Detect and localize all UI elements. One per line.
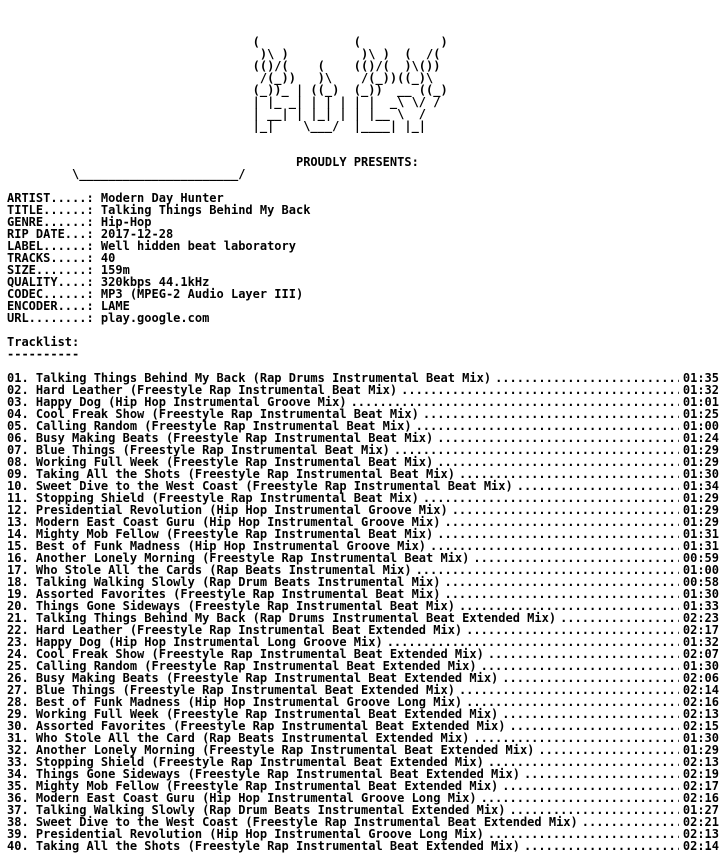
track-duration: 01:30 (682, 587, 719, 601)
track-duration: 01:30 (682, 731, 719, 745)
presents-line: PROUDLY PRESENTS: (7, 155, 419, 169)
track-duration: 00:59 (682, 551, 719, 565)
track-title: 12. Presidential Revolution (Hip Hop Instrumental Groove Mix) (7, 503, 448, 517)
track-title: 11. Stopping Shield (Freestyle Rap Instrumental Beat Mix) (7, 491, 419, 505)
track-duration: 02:17 (682, 623, 719, 637)
dot-leader (538, 744, 678, 756)
dot-leader (517, 480, 679, 492)
track-title: 40. Taking All the Shots (Freestyle Rap Instrumental Beat Extended Mix) (7, 839, 520, 853)
dot-leader (466, 696, 679, 708)
track-title: 30. Assorted Favorites (Freestyle Rap Instrumental Beat Extended Mix) (7, 719, 506, 733)
dot-leader (560, 612, 679, 624)
info-artist: ARTIST.....: Modern Day Hunter (7, 191, 224, 205)
track-title: 39. Presidential Revolution (Hip Hop Instrumental Groove Long Mix) (7, 827, 484, 841)
track-duration: 02:16 (682, 695, 719, 709)
track-title: 02. Hard Leather (Freestyle Rap Instrumental Beat Mix) (7, 383, 398, 397)
track-duration: 01:30 (682, 659, 719, 673)
info-genre: GENRE......: Hip-Hop (7, 215, 152, 229)
track-title: 32. Another Lonely Morning (Freestyle Rap Instrumental Beat Extended Mix) (7, 743, 535, 757)
track-duration: 02:14 (682, 839, 719, 853)
dot-leader (502, 672, 679, 684)
track-title: 20. Things Gone Sideways (Freestyle Rap Instrumental Beat Mix) (7, 599, 455, 613)
track-title: 05. Calling Random (Freestyle Rap Instrumental Beat Mix) (7, 419, 412, 433)
dot-leader (416, 420, 679, 432)
track-duration: 01:31 (682, 527, 719, 541)
track-duration: 01:29 (682, 503, 719, 517)
info-title: TITLE......: Talking Things Behind My Back (7, 203, 311, 217)
info-quality: QUALITY....: 320kbps 44.1kHz (7, 275, 210, 289)
dot-leader (452, 504, 679, 516)
track-title: 29. Working Full Week (Freestyle Rap Instrumental Beat Extended Mix) (7, 707, 499, 721)
track-title: 10. Sweet Dive to the West Coast (Freestyle Rap Instrumental Beat Mix) (7, 479, 513, 493)
track-title: 38. Sweet Dive to the West Coast (Freestyle Rap Instrumental Beat Extended Mix) (7, 815, 578, 829)
track-title: 18. Talking Walking Slowly (Rap Drum Beats Instrumental Mix) (7, 575, 441, 589)
track-title: 14. Mighty Mob Fellow (Freestyle Rap Instrumental Beat Mix) (7, 527, 434, 541)
dot-leader (502, 708, 679, 720)
track-duration: 01:00 (682, 419, 719, 433)
track-duration: 01:33 (682, 599, 719, 613)
track-title: 36. Modern East Coast Guru (Hip Hop Instrumental Groove Long Mix) (7, 791, 477, 805)
track-title: 21. Talking Things Behind My Back (Rap Drums Instrumental Beat Extended Mix) (7, 611, 557, 625)
track-duration: 01:35 (682, 371, 719, 385)
track-duration: 01:24 (682, 431, 719, 445)
track-title: 37. Talking Walking Slowly (Rap Drum Beats Instrumental Extended Mix) (7, 803, 506, 817)
track-duration: 01:31 (682, 539, 719, 553)
dot-leader (416, 564, 679, 576)
track-title: 15. Best of Funk Madness (Hip Hop Instrumental Groove Mix) (7, 539, 427, 553)
track-duration: 00:58 (682, 575, 719, 589)
track-duration: 01:30 (682, 467, 719, 481)
dot-leader (510, 720, 679, 732)
track-title: 27. Blue Things (Freestyle Rap Instrumental Beat Extended Mix) (7, 683, 455, 697)
info-label: LABEL......: Well hidden beat laboratory (7, 239, 296, 253)
info-codec: CODEC......: MP3 (MPEG-2 Audio Layer III) (7, 287, 304, 301)
release-info (7, 192, 310, 324)
dot-leader (488, 648, 679, 660)
track-title: 22. Hard Leather (Freestyle Rap Instrumental Beat Extended Mix) (7, 623, 463, 637)
info-size: SIZE.......: 159m (7, 263, 130, 277)
track-duration: 02:19 (682, 767, 719, 781)
track-title: 24. Cool Freak Show (Freestyle Rap Instrumental Beat Extended Mix) (7, 647, 484, 661)
tracklist-rule: ---------- (7, 347, 80, 361)
track-duration: 01:32 (682, 635, 719, 649)
dot-leader (582, 816, 679, 828)
info-rip-date: RIP DATE...: 2017-12-28 (7, 227, 174, 241)
dot-leader (437, 456, 679, 468)
track-duration: 01:00 (682, 563, 719, 577)
dot-leader (423, 492, 679, 504)
track-title: 17. Who Stole All the Cards (Rap Beats Instrumental Mix) (7, 563, 412, 577)
track-duration: 01:25 (682, 407, 719, 421)
track-duration: 01:01 (682, 395, 719, 409)
track-row (7, 840, 719, 852)
track-duration: 01:34 (682, 479, 719, 493)
info-encoder: ENCODER....: LAME (7, 299, 130, 313)
dot-leader (502, 780, 679, 792)
dot-leader (401, 384, 679, 396)
track-duration: 01:32 (682, 383, 719, 397)
track-duration: 02:07 (682, 647, 719, 661)
presents-banner (7, 156, 419, 180)
track-duration: 01:27 (682, 803, 719, 817)
track-title: 35. Mighty Mob Fellow (Freestyle Rap Instrumental Beat Extended Mix) (7, 779, 499, 793)
track-duration: 02:17 (682, 779, 719, 793)
track-title: 13. Modern East Coast Guru (Hip Hop Instrumental Groove Mix) (7, 515, 441, 529)
dot-leader (423, 408, 679, 420)
track-title: 16. Another Lonely Morning (Freestyle Rap Instrumental Beat Mix) (7, 551, 470, 565)
dot-leader (394, 444, 679, 456)
dot-leader (444, 588, 678, 600)
track-title: 06. Busy Making Beats (Freestyle Rap Instrumental Beat Mix) (7, 431, 434, 445)
info-url: URL........: play.google.com (7, 311, 210, 325)
info-tracks: TRACKS.....: 40 (7, 251, 116, 265)
track-title: 03. Happy Dog (Hip Hop Instrumental Groove Mix) (7, 395, 347, 409)
track-duration: 02:06 (682, 671, 719, 685)
ascii-logo: ( ( ) )\ ) )\ ) ( /( (()/( ( (()/( )\()) /(_)) )\ /(_))((_)\ (_))_ | ((_) (_)) __ ((_) | |_ _| | | | | | _\ \/ / | __| | |_| | | |__ \ / |_| \___/ |____| |_| (252, 35, 448, 133)
dot-leader (495, 372, 679, 384)
track-title: 23. Happy Dog (Hip Hop Instrumental Long Groove Mix) (7, 635, 383, 649)
track-duration: 02:13 (682, 755, 719, 769)
track-duration: 01:29 (682, 743, 719, 757)
track-title: 28. Best of Funk Madness (Hip Hop Instrumental Groove Long Mix) (7, 695, 463, 709)
track-duration: 02:14 (682, 683, 719, 697)
dot-leader (437, 432, 679, 444)
track-duration: 01:29 (682, 515, 719, 529)
track-duration: 01:29 (682, 491, 719, 505)
track-title: 26. Busy Making Beats (Freestyle Rap Instrumental Beat Extended Mix) (7, 671, 499, 685)
track-title: 34. Things Gone Sideways (Freestyle Rap Instrumental Beat Extended Mix) (7, 767, 520, 781)
track-duration: 02:13 (682, 827, 719, 841)
dot-leader (444, 576, 678, 588)
dot-leader (524, 768, 679, 780)
dot-leader (473, 552, 679, 564)
track-title: 19. Assorted Favorites (Freestyle Rap Instrumental Beat Mix) (7, 587, 441, 601)
track-title: 25. Calling Random (Freestyle Rap Instrumental Beat Extended Mix) (7, 659, 477, 673)
track-title: 04. Cool Freak Show (Freestyle Rap Instrumental Beat Mix) (7, 407, 419, 421)
tracklist-heading: Tracklist: (7, 335, 80, 349)
dot-leader (466, 624, 679, 636)
dot-leader (481, 660, 679, 672)
track-duration: 02:21 (682, 815, 719, 829)
track-title: 09. Taking All the Shots (Freestyle Rap Instrumental Beat Mix) (7, 467, 455, 481)
tracklist-header (7, 336, 79, 360)
track-duration: 01:29 (682, 443, 719, 457)
track-duration: 02:13 (682, 707, 719, 721)
track-title: 31. Who Stole All the Card (Rap Beats Instrumental Extended Mix) (7, 731, 470, 745)
track-title: 07. Blue Things (Freestyle Rap Instrumental Beat Mix) (7, 443, 390, 457)
presents-underline: \______________________/ (7, 167, 246, 181)
track-title: 33. Stopping Shield (Freestyle Rap Instrumental Beat Extended Mix) (7, 755, 484, 769)
dot-leader (437, 528, 679, 540)
track-title: 08. Working Full Week (Freestyle Rap Instrumental Beat Mix) (7, 455, 434, 469)
track-title: 01. Talking Things Behind My Back (Rap Drums Instrumental Beat Mix) (7, 371, 492, 385)
dot-leader (524, 840, 679, 852)
track-duration: 02:16 (682, 791, 719, 805)
track-duration: 02:15 (682, 719, 719, 733)
track-duration: 02:23 (682, 611, 719, 625)
tracklist (7, 372, 719, 852)
dot-leader (459, 684, 679, 696)
dot-leader (444, 516, 678, 528)
track-duration: 01:29 (682, 455, 719, 469)
dot-leader (481, 792, 679, 804)
